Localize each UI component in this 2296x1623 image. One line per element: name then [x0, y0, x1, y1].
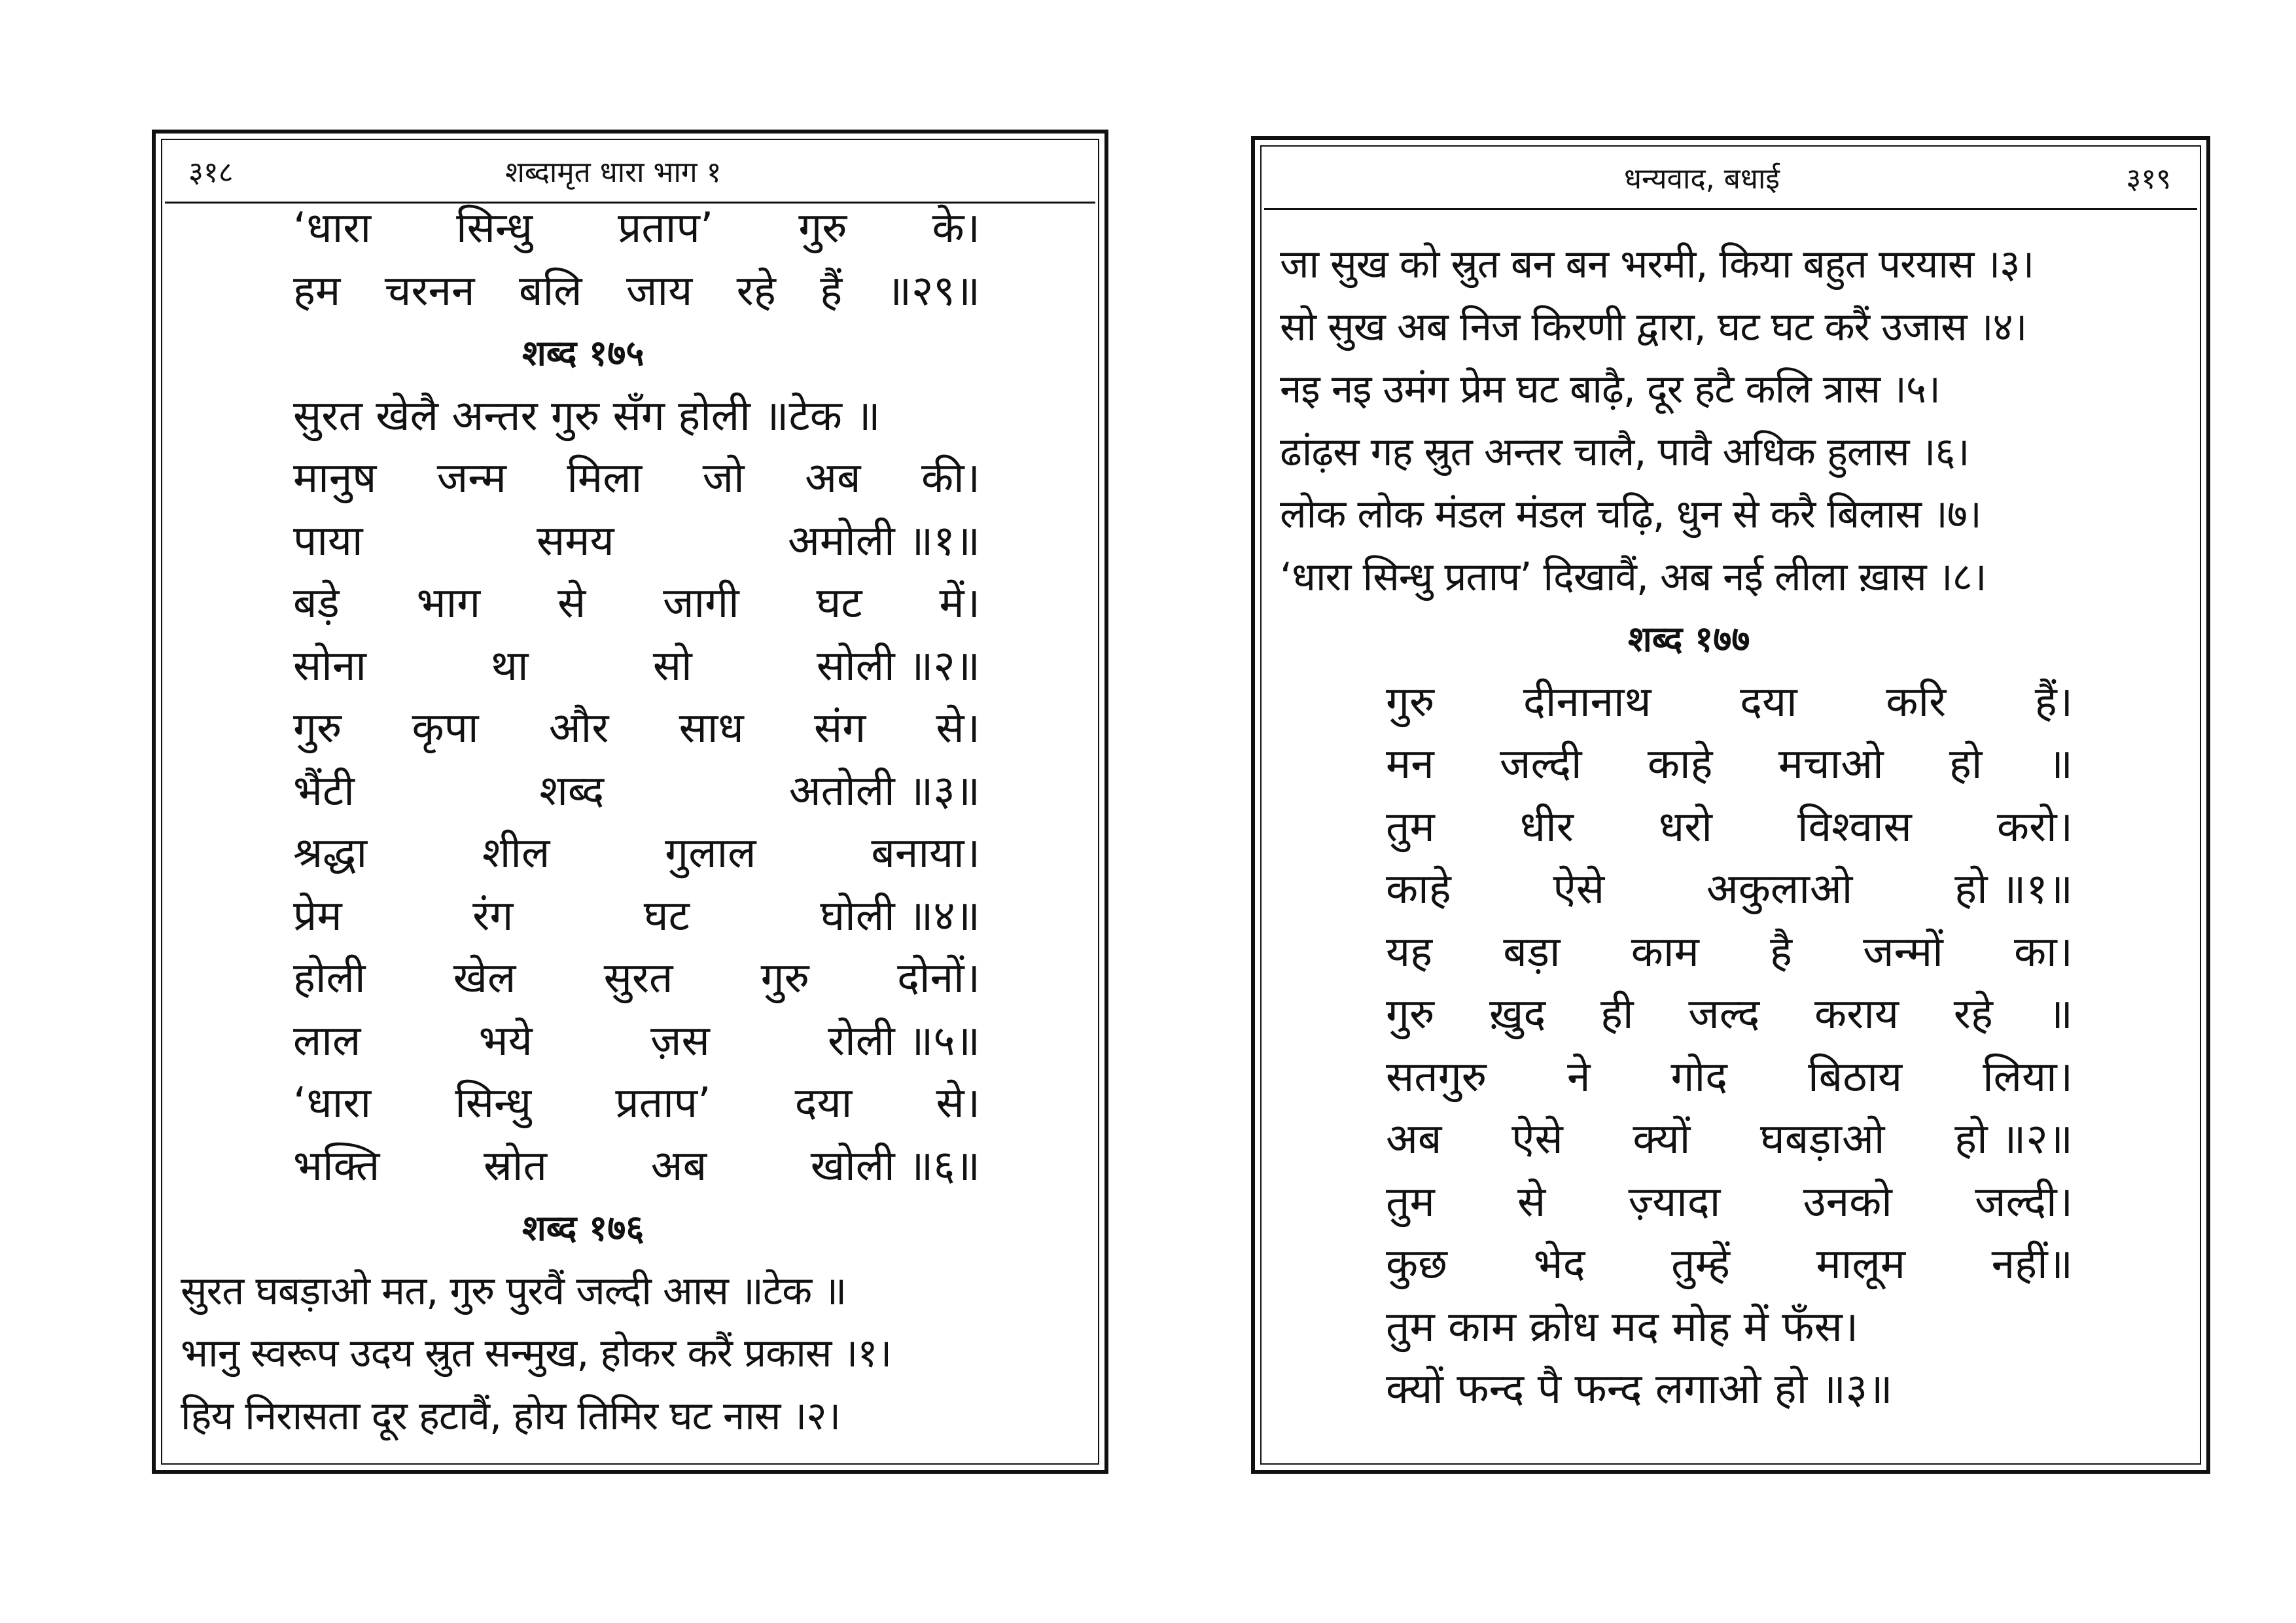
word: ऐसे	[1511, 1115, 1563, 1164]
word: लाल	[293, 1016, 361, 1065]
word: जल्दी	[1499, 740, 1582, 789]
shabd-heading: शब्द १७६	[522, 1207, 645, 1249]
word: अब	[805, 454, 861, 503]
word: जल्दी।	[1975, 1177, 2073, 1226]
verse-line	[293, 202, 980, 255]
word: ॥२९॥	[886, 266, 980, 315]
verse-line	[293, 1015, 980, 1067]
word: होली	[293, 954, 366, 1003]
verse-line	[293, 765, 980, 817]
word: ख़ुद	[1489, 990, 1546, 1039]
word: सिन्धु	[455, 1079, 532, 1128]
word: सोली ॥२॥	[816, 641, 980, 690]
word: दीनानाथ	[1523, 677, 1651, 726]
word: नहीं॥	[1991, 1240, 2073, 1289]
word: विश्वास	[1797, 802, 1912, 851]
word: उनको	[1803, 1177, 1892, 1226]
verse-line	[1386, 1113, 2073, 1166]
word: सिन्धु	[456, 204, 533, 253]
word: मानुष	[293, 454, 377, 503]
verse-line	[1386, 738, 2073, 791]
word: प्रताप’	[618, 204, 714, 253]
word: चरनन	[384, 266, 475, 315]
word: यह	[1386, 927, 1433, 976]
word: हैं।	[2034, 677, 2073, 726]
verse-line: हिय निरासता दूर हटावैं, होय तिमिर घट नास ।२।	[181, 1393, 841, 1439]
verse-line: सो सुख अब निज किरणी द्वारा, घट घट करैं उजास ।४।	[1280, 304, 2027, 350]
word: दया	[1740, 677, 1797, 726]
word: हो ॥२॥	[1954, 1115, 2073, 1164]
word: गुरु	[1386, 990, 1435, 1039]
word: जल्द	[1688, 990, 1760, 1039]
word: दोनों।	[897, 954, 980, 1003]
word: शील	[482, 829, 550, 878]
word: साध	[679, 704, 744, 753]
verse-line	[1386, 1176, 2073, 1228]
verse-line	[293, 1140, 980, 1192]
word: सतगुरु	[1386, 1052, 1487, 1101]
word: स्रोत	[484, 1141, 547, 1190]
word: ॥	[2047, 990, 2073, 1039]
word: कुछ	[1386, 1240, 1448, 1289]
verse-line	[293, 1077, 980, 1130]
word: था	[491, 641, 529, 690]
word: से	[557, 579, 586, 628]
shabd-heading: शब्द १७७	[1628, 618, 1750, 660]
word: तुम काम क्रोध मद मोह में फँस।	[1386, 1302, 1859, 1351]
running-title: शब्दामृत धारा भाग १	[505, 156, 722, 189]
word: बड़े	[293, 579, 340, 628]
word: हम	[293, 266, 341, 315]
word: घट	[816, 579, 862, 628]
word: श्रद्धा	[293, 829, 368, 878]
word: गुलाल	[665, 829, 756, 878]
word: तुम	[1386, 1177, 1435, 1226]
word: और	[548, 704, 609, 753]
word: है	[1769, 927, 1792, 976]
verse-line	[1386, 988, 2073, 1041]
word: बलि	[519, 266, 582, 315]
verse-line: भानु स्वरूप उदय स्रुत सन्मुख, होकर करैं प्रकास ।१।	[181, 1330, 892, 1376]
word: ‘धारा	[293, 204, 372, 253]
word: क्यों	[1633, 1115, 1691, 1164]
word: के।	[932, 204, 980, 253]
verse-line	[1386, 926, 2073, 978]
word: अब	[650, 1141, 707, 1190]
word: मचाओ	[1778, 740, 1884, 789]
word: काम	[1631, 927, 1699, 976]
word: पाया	[293, 516, 363, 565]
verse-line	[293, 890, 980, 942]
running-title: धन्यवाद, बधाई	[1624, 162, 1780, 196]
verse-line	[1386, 676, 2073, 728]
verse-line	[293, 577, 980, 630]
verse-line: लोक लोक मंडल मंडल चढ़ि, धुन से करै बिलास ।७।	[1280, 491, 1981, 537]
word: का।	[2013, 927, 2073, 976]
word: भक्ति	[293, 1141, 380, 1190]
word: भैंटी	[293, 766, 355, 815]
word: सुरत	[603, 954, 673, 1003]
word: भाग	[416, 579, 481, 628]
word: अतोली ॥३॥	[788, 766, 980, 815]
word: अब	[1386, 1115, 1442, 1164]
word: जो	[702, 454, 745, 503]
word: तुम्हें	[1671, 1240, 1730, 1289]
verse-line	[1386, 1363, 2073, 1416]
word: काहे	[1647, 740, 1713, 789]
word: मालूम	[1816, 1240, 1906, 1289]
word: गुरु	[293, 704, 342, 753]
word: गुरु	[798, 204, 847, 253]
word: से	[1517, 1177, 1546, 1226]
right-page	[1251, 136, 2210, 1474]
word: घोली ॥४॥	[820, 891, 980, 940]
shabd-heading: शब्द १७५	[522, 332, 645, 374]
word: ऐसे	[1553, 865, 1605, 914]
word: करो।	[1996, 802, 2073, 851]
word: रहे	[736, 266, 776, 315]
word: क्यों फन्द पै फन्द लगाओ हो ॥३॥	[1386, 1365, 1893, 1414]
word: मिला	[567, 454, 643, 503]
verse-line: ढांढ़स गह स्रुत अन्तर चालै, पावै अधिक हुलास ।६।	[1280, 429, 1969, 475]
word: जागी	[663, 579, 739, 628]
word: बड़ा	[1503, 927, 1561, 976]
word: ने	[1567, 1052, 1591, 1101]
word: घबड़ाओ	[1759, 1115, 1885, 1164]
word: धीर	[1519, 802, 1574, 851]
word: भेद	[1533, 1240, 1585, 1289]
word: कृपा	[412, 704, 479, 753]
verse-line: जा सुख को स्रुत बन बन भरमी, किया बहुत परयास ।३।	[1280, 241, 2034, 287]
verse-line: ‘धारा सिन्धु प्रताप’ दिखावैं, अब नई लीला ख़ास ।८।	[1280, 554, 1987, 600]
verse-line	[293, 640, 980, 692]
verse-line	[1386, 863, 2073, 916]
word: से।	[936, 704, 980, 753]
word: गुरु	[760, 954, 809, 1003]
word: हो	[1949, 740, 1983, 789]
verse-line	[1386, 801, 2073, 853]
word: शब्द	[539, 766, 605, 815]
word: ॥	[2047, 740, 2073, 789]
word: अकुलाओ	[1706, 865, 1853, 914]
verse-line	[293, 452, 980, 505]
word: जन्म	[436, 454, 506, 503]
tek-line: सुरत खेलै अन्तर गुरु सँग होली ॥टेक ॥	[293, 391, 881, 440]
word: लिया।	[1983, 1052, 2073, 1101]
word: ज़स	[650, 1016, 710, 1065]
page-number: ३१९	[2126, 162, 2171, 196]
word: ज़्यादा	[1628, 1177, 1721, 1226]
word: हैं	[820, 266, 843, 315]
verse-line: नइ नइ उमंग प्रेम घट बाढ़ै, दूर हटै कलि त्रास ।५।	[1280, 366, 1940, 412]
word: गोद	[1670, 1052, 1728, 1101]
word: प्रेम	[293, 891, 342, 940]
verse-line: सुरत घबड़ाओ मत, गुरु पुरवैं जल्दी आस ॥टेक ॥	[181, 1268, 847, 1314]
word: में।	[939, 579, 980, 628]
word: भये	[478, 1016, 533, 1065]
word: काहे	[1386, 865, 1451, 914]
word: से।	[936, 1079, 980, 1128]
page-number: ३१८	[188, 156, 234, 189]
word: संग	[813, 704, 866, 753]
word: ही	[1600, 990, 1634, 1039]
word: बनाया।	[871, 829, 980, 878]
verse-line	[1386, 1238, 2073, 1291]
word: खेल	[453, 954, 516, 1003]
word: रोली ॥५॥	[827, 1016, 980, 1065]
verse-line	[293, 265, 980, 317]
word: सोना	[293, 641, 366, 690]
word: अमोली ॥१॥	[787, 516, 980, 565]
word: जन्मों	[1863, 927, 1943, 976]
word: मन	[1386, 740, 1434, 789]
left-page	[152, 130, 1108, 1474]
verse-line	[293, 952, 980, 1005]
word: समय	[536, 516, 614, 565]
word: ‘धारा	[293, 1079, 372, 1128]
word: प्रताप’	[615, 1079, 711, 1128]
word: कराय	[1814, 990, 1899, 1039]
word: बिठाय	[1808, 1052, 1903, 1101]
word: घट	[643, 891, 690, 940]
word: रहे	[1953, 990, 1993, 1039]
word: करि	[1886, 677, 1947, 726]
word: खोली ॥६॥	[810, 1141, 980, 1190]
left-page-header	[165, 143, 1095, 204]
word: तुम	[1386, 802, 1435, 851]
word: गुरु	[1386, 677, 1435, 726]
word: हो ॥१॥	[1954, 865, 2073, 914]
word: दया	[794, 1079, 853, 1128]
verse-line	[293, 515, 980, 567]
verse-line	[1386, 1051, 2073, 1103]
verse-line	[1386, 1301, 2073, 1353]
verse-line	[293, 827, 980, 880]
right-page-header	[1264, 149, 2197, 210]
verse-line	[293, 702, 980, 755]
word: रंग	[472, 891, 514, 940]
word: जाय	[626, 266, 693, 315]
word: की।	[921, 454, 980, 503]
word: सो	[652, 641, 692, 690]
word: धरो	[1658, 802, 1713, 851]
